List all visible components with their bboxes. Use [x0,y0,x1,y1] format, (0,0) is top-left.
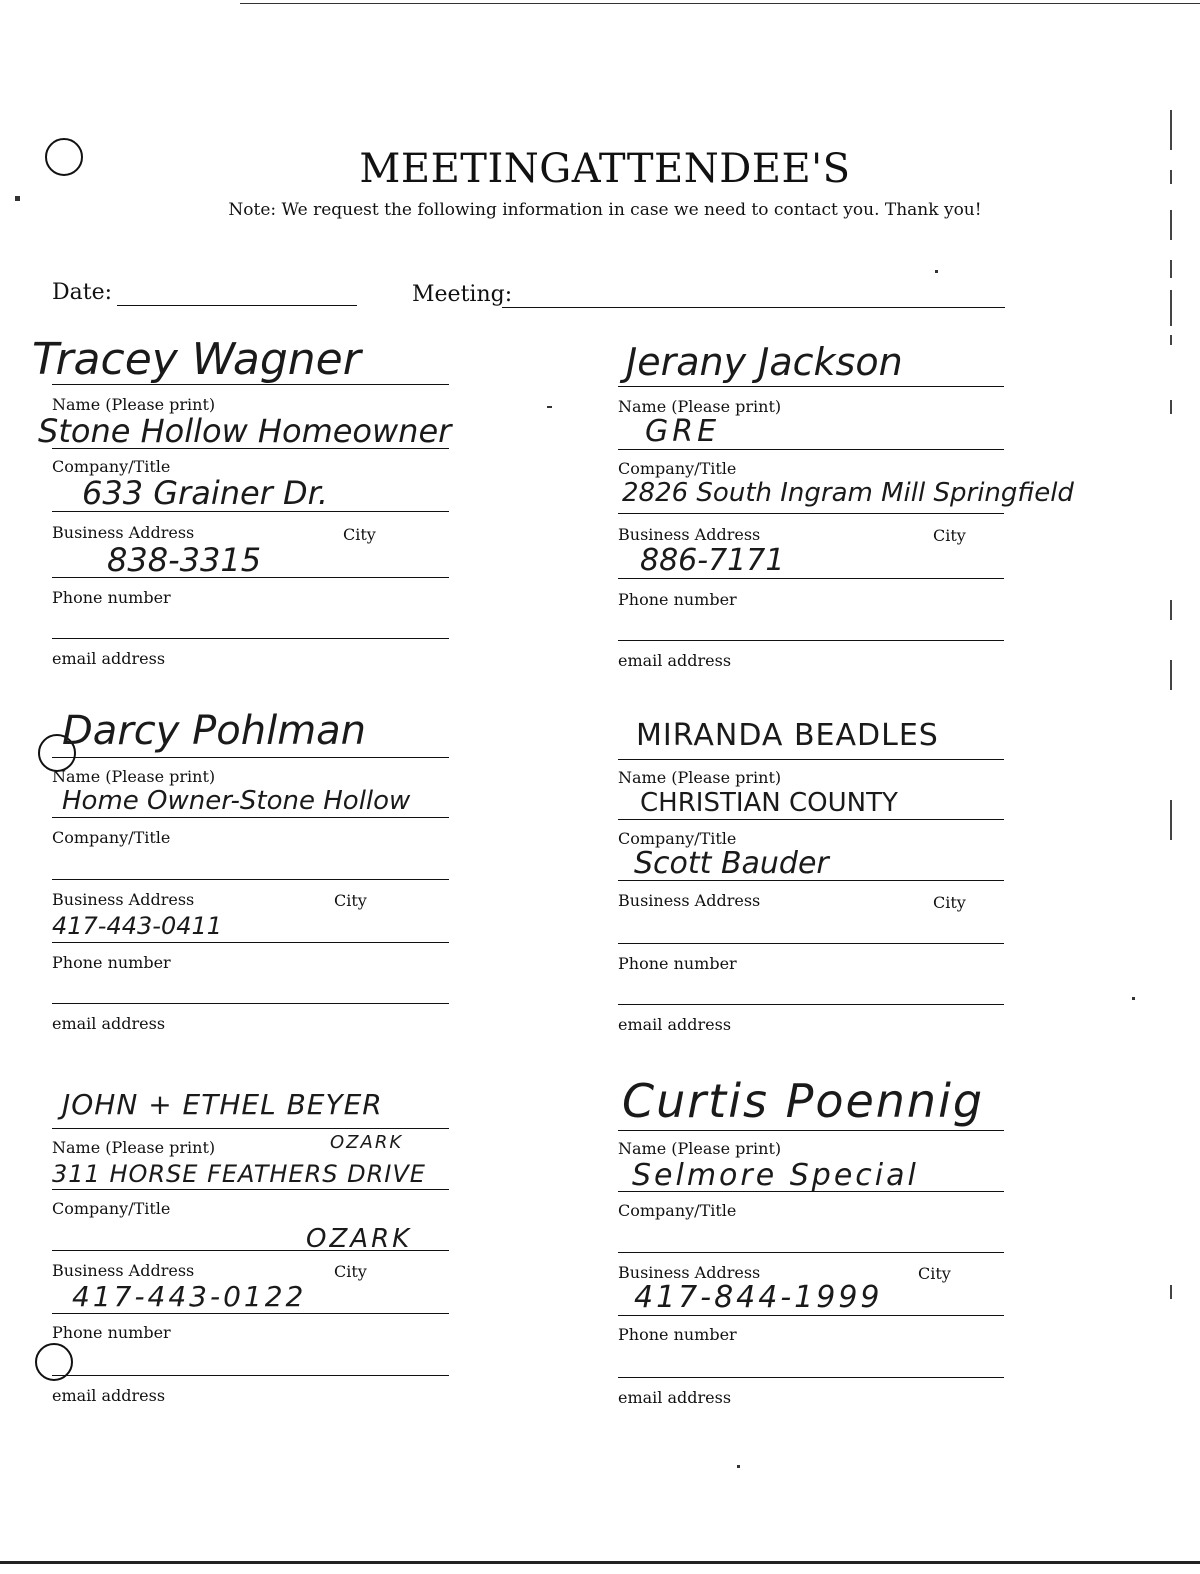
email-field[interactable] [618,1004,1004,1005]
company-field[interactable] [618,449,1004,450]
name-field[interactable] [52,384,449,385]
email-field[interactable] [52,638,449,639]
city-label: City [334,1262,367,1281]
scan-edge-marks [1170,100,1174,1320]
phone-value: 417-844-1999 [634,1280,883,1315]
city-label: City [334,891,367,910]
address-label: Business Address [618,1263,761,1282]
name-label: Name (Please print) [52,767,216,786]
address-label: Business Address [618,525,761,544]
meeting-field[interactable] [502,307,1005,308]
email-field[interactable] [52,1003,449,1004]
name-field[interactable] [52,1128,449,1129]
company-value: Home Owner-Stone Hollow [62,786,411,816]
phone-label: Phone number [618,590,737,609]
name-label: Name (Please print) [618,1139,782,1158]
email-label: email address [52,649,166,668]
meeting-label: Meeting: [412,282,513,307]
address-value: Scott Bauder [634,846,829,881]
scan-speck [935,270,938,273]
company-label: Company/Title [52,828,171,847]
attendee-name-value: Jerany Jackson [626,340,903,384]
company-value: 311 HORSE FEATHERS DRIVE [52,1160,426,1188]
address-label: Business Address [52,523,195,542]
scan-speck [1132,997,1135,1000]
form-title: MEETINGATTENDEE'S [359,146,851,192]
phone-label: Phone number [52,1323,171,1342]
scan-bottom-edge [0,1561,1200,1564]
email-label: email address [618,1015,732,1034]
phone-label: Phone number [618,1325,737,1344]
city-value: OZARK [306,1224,413,1254]
name-label: Name (Please print) [52,395,216,414]
name-field[interactable] [618,386,1004,387]
phone-field[interactable] [52,577,449,578]
company-label: Company/Title [52,1199,171,1218]
phone-field[interactable] [52,1313,449,1314]
attendee-name-value: Curtis Poennig [622,1074,985,1128]
address-field[interactable] [618,513,1004,514]
company-value: CHRISTIAN COUNTY [640,788,898,818]
phone-field[interactable] [618,1315,1004,1316]
address-field[interactable] [618,880,1004,881]
email-label: email address [52,1386,166,1405]
company-note-value: OZARK [330,1132,404,1153]
city-label: City [933,893,966,912]
attendee-name-value: Tracey Wagner [32,334,361,385]
date-field[interactable] [117,305,357,306]
phone-value: 417-443-0411 [52,912,223,940]
name-label: Name (Please print) [618,768,782,787]
address-value: 2826 South Ingram Mill Springfield [622,478,1074,508]
phone-value: 417-443-0122 [72,1280,307,1313]
phone-label: Phone number [618,954,737,973]
company-label: Company/Title [618,1201,737,1220]
company-value: GRE [645,414,721,449]
name-field[interactable] [618,1130,1004,1131]
scan-speck [547,406,552,408]
scan-top-edge [240,3,1200,4]
email-label: email address [52,1014,166,1033]
address-field[interactable] [52,511,449,512]
email-label: email address [618,1388,732,1407]
phone-field[interactable] [52,942,449,943]
company-field[interactable] [618,1191,1004,1192]
email-field[interactable] [52,1375,449,1376]
city-label: City [343,525,376,544]
city-label: City [933,526,966,545]
address-label: Business Address [52,890,195,909]
form-note: Note: We request the following information in case we need to contact you. Thank you! [228,200,982,220]
name-field[interactable] [52,757,449,758]
address-label: Business Address [618,891,761,910]
company-value: Selmore Special [632,1158,919,1193]
phone-value: 838-3315 [107,541,262,579]
company-label: Company/Title [52,457,171,476]
phone-label: Phone number [52,588,171,607]
email-field[interactable] [618,1377,1004,1378]
date-label: Date: [52,280,113,305]
company-value: Stone Hollow Homeowner [38,412,452,450]
address-field[interactable] [52,879,449,880]
name-field[interactable] [618,759,1004,760]
phone-label: Phone number [52,953,171,972]
scan-speck [737,1465,740,1468]
attendee-name-value: Darcy Pohlman [62,708,367,754]
city-label: City [918,1264,951,1283]
company-label: Company/Title [618,829,737,848]
company-field[interactable] [52,448,449,449]
name-label: Name (Please print) [52,1138,216,1157]
phone-value: 886-7171 [640,543,785,578]
attendee-name-value: JOHN + ETHEL BEYER [62,1088,383,1121]
name-label: Name (Please print) [618,397,782,416]
attendee-name-value: MIRANDA BEADLES [636,718,939,753]
phone-field[interactable] [618,578,1004,579]
address-value: 633 Grainer Dr. [82,474,329,512]
company-field[interactable] [52,817,449,818]
company-label: Company/Title [618,459,737,478]
company-field[interactable] [52,1189,449,1190]
email-label: email address [618,651,732,670]
email-field[interactable] [618,640,1004,641]
phone-field[interactable] [618,943,1004,944]
company-field[interactable] [618,819,1004,820]
address-field[interactable] [618,1252,1004,1253]
address-label: Business Address [52,1261,195,1280]
